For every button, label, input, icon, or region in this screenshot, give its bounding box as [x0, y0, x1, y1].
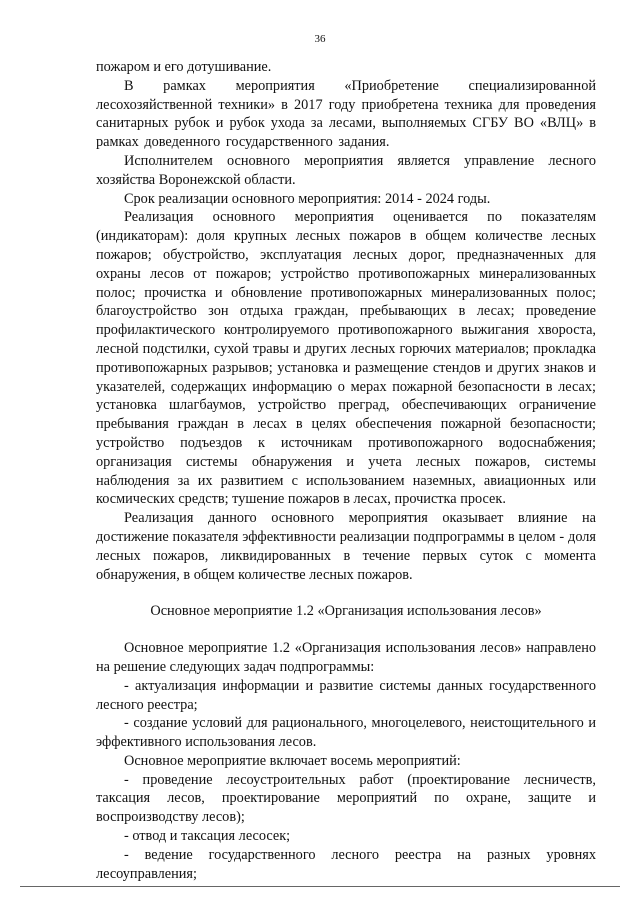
paragraph-indicators: Реализация основного мероприятия оценивается по показателям (индикаторам): доля крупных лесных пожаров в общем количестве лесных пожаров; обустройство, эксплуатация лесных дорог, предназначенных для охраны лесов от пожаров; устройство противопожарных минерализованных полос; прочистка и обновление противопожарных минерализованных полос; благоустройство зон отдыха граждан, пребывающих в лесах; проведение профилактического контролируемого противопожарного выжигания хвороста, лесной подстилки, сухой травы и других лесных горючих материалов; прокладка противопожарных разрывов; установка и размещение стендов и других знаков и указателей, содержащих информацию о мерах пожарной безопасности в лесах; установка шлагбаумов, устройство преград, обеспечивающих ограничение пребывания граждан в лесах в целях обеспечения пожарной безопасности; устройство подъездов к источникам противопожарного водоснабжения; организация системы обнаружения и учета лесных пожаров, системы наблюдения за их развитием с использованием наземных, авиационных или космических средств; тушение пожаров в лесах, прочистка просек. [96, 209, 596, 508]
paragraph-tasks-intro: Основное мероприятие 1.2 «Организация использования лесов» направлено на решение следующих задач подпрограммы: [96, 640, 596, 675]
page-body [96, 58, 596, 883]
page-number: 36 [314, 33, 326, 45]
paragraph-executor: Исполнителем основного мероприятия является управление лесного хозяйства Воронежской области. [96, 152, 596, 188]
list-item: - ведение государственного лесного реестра на разных уровнях лесоуправления; [96, 846, 596, 882]
list-item: - отвод и таксация лесосек; [124, 828, 291, 845]
list-item: - создание условий для рационального, многоцелевого, неистощительного и эффективного использования лесов. [96, 715, 596, 751]
paragraph-special-equipment: В рамках мероприятия «Приобретение специализированной лесохозяйственной техники» в 2017 году приобретена техника для проведения санитарных рубок и рубок ухода за лесами, выполняемых СГБУ ВО «ВЛЦ» в рамках доведенного государственного задания. [96, 77, 596, 151]
paragraph-continuation: пожаром и его дотушивание. [96, 59, 272, 75]
list-item: - проведение лесоустроительных работ (проектирование лесничеств, таксация лесов, проектирование мероприятий по охране, защите и воспроизводству лесов); [96, 771, 596, 826]
section-heading: Основное мероприятие 1.2 «Организация использования лесов» [150, 603, 542, 620]
scan-edge-line [20, 886, 620, 887]
paragraph-term: Срок реализации основного мероприятия: 2014 - 2024 годы. [124, 190, 491, 207]
list-item: - актуализация информации и развитие системы данных государственного лесного реестра; [96, 677, 596, 713]
paragraph-influence: Реализация данного основного мероприятия оказывает влияние на достижение показателя эффективности реализации подпрограммы в целом - доля лесных пожаров, ликвидированных в течение первых суток с момента обнаружения, в общем количестве лесных пожаров. [96, 510, 596, 583]
paragraph-eight-activities: Основное мероприятие включает восемь мероприятий: [124, 752, 461, 769]
